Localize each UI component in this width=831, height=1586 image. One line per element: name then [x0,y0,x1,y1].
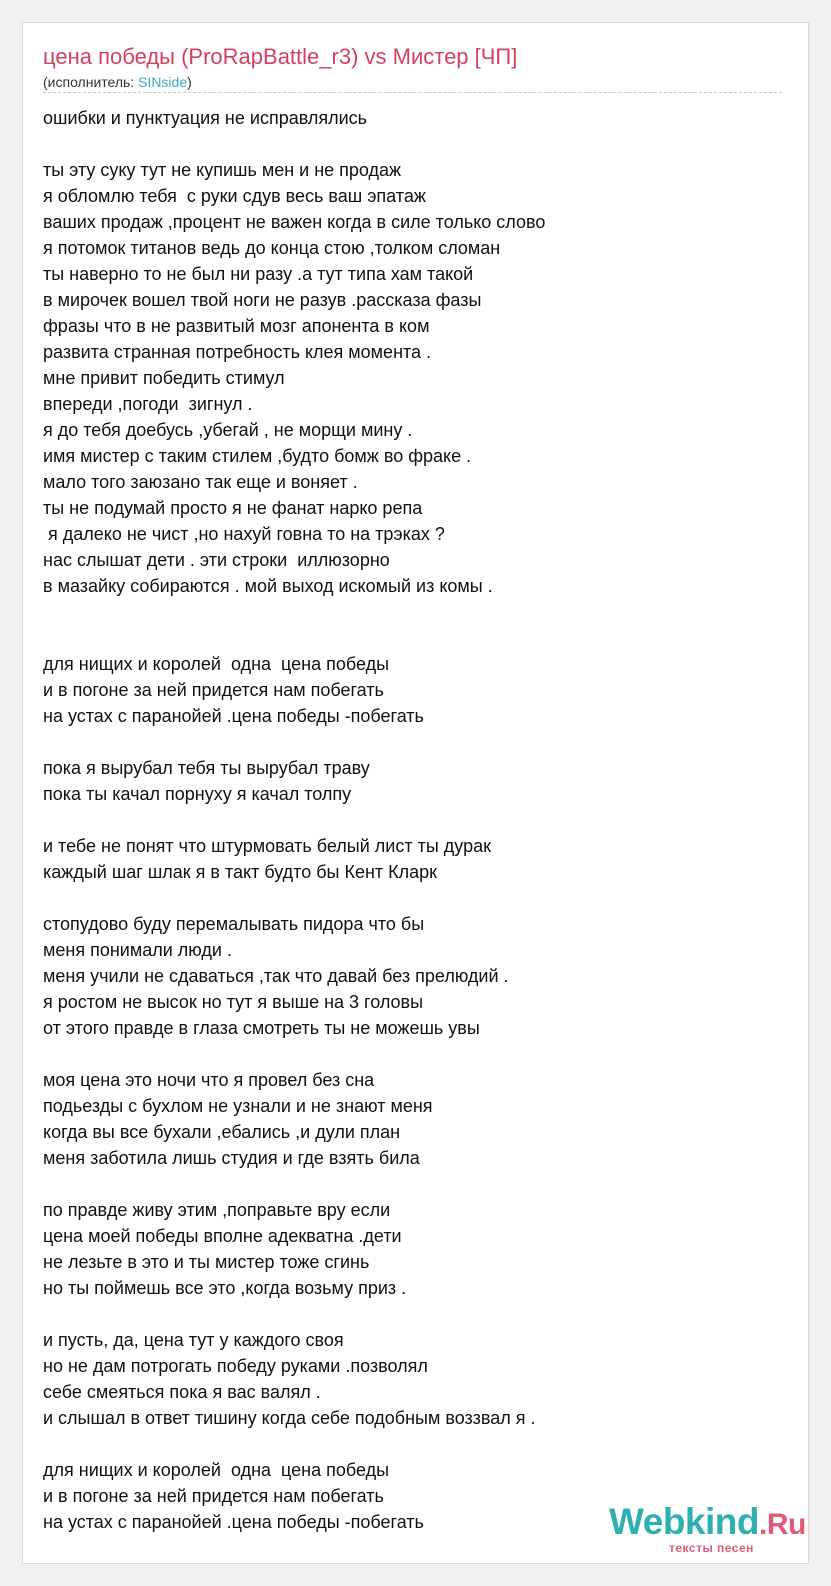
lyric-line: меня понимали люди . [43,940,232,960]
artist-suffix: ) [187,74,192,90]
lyric-line: я потомок титанов ведь до конца стою ,толком сломан [43,238,501,258]
lyric-line: подьезды с бухлом не узнали и не знают меня [43,1096,433,1116]
lyric-line [43,1041,783,1067]
lyric-line: но ты поймешь все это ,когда возьму приз . [43,1278,407,1298]
artist-link[interactable]: SINside [138,74,188,90]
lyric-line: и тебе не понят что штурмовать белый лист ты дурак [43,836,491,856]
artist-line [43,74,192,90]
lyric-line: фразы что в не развитый мозг апонента в ком [43,316,430,336]
lyric-line: не лезьте в это и ты мистер тоже сгинь [43,1252,370,1272]
artist-prefix: (исполнитель: [43,74,139,90]
lyric-line: но не дам потрогать победу руками .позволял [43,1356,428,1376]
lyric-line: меня заботила лишь студия и где взять била [43,1148,420,1168]
lyric-line: стопудово буду перемалывать пидора что бы [43,914,425,934]
lyric-line: ты эту суку тут не купишь мен и не продаж [43,160,402,180]
logo-main-text: Webkind [609,1501,759,1542]
title-divider [43,92,782,93]
lyric-line: и в погоне за ней придется нам побегать [43,680,384,700]
lyric-line: впереди ,погоди зигнул . [43,394,253,414]
page-title: цена победы (ProRapBattle_r3) vs Мистер [ЧП] [43,44,518,69]
lyric-line [43,1431,783,1457]
lyric-line [43,885,783,911]
lyric-line: ошибки и пунктуация не исправлялись [43,108,368,128]
lyric-line: на устах с паранойей .цена победы -побегать [43,1512,424,1532]
lyric-line: по правде живу этим ,поправьте вру если [43,1200,391,1220]
lyric-line [43,131,783,157]
lyric-line: я ростом не высок но тут я выше на 3 головы [43,992,424,1012]
lyric-line: цена моей победы вполне адекватна .дети [43,1226,402,1246]
logo-wordmark [609,1501,806,1543]
lyric-line: когда вы все бухали ,ебались ,и дули план [43,1122,401,1142]
lyric-line: на устах с паранойей .цена победы -побегать [43,706,424,726]
lyric-line: ты наверно то не был ни разу .а тут типа хам такой [43,264,474,284]
lyrics-text [43,105,783,1535]
lyric-line: в мирочек вошел твой ноги не разув .рассказа фазы [43,290,482,310]
lyrics-card [22,22,809,1564]
lyric-line: я далеко не чист ,но нахуй говна то на трэках ? [43,524,445,544]
logo-tagline: тексты песен [669,1541,754,1555]
lyric-line: ты не подумай просто я не фанат нарко репа [43,498,423,518]
lyric-line: в мазайку собираются . мой выход искомый из комы . [43,576,493,596]
lyric-line: имя мистер с таким стилем ,будто бомж во фраке . [43,446,472,466]
lyric-line: пока ты качал порнуху я качал толпу [43,784,352,804]
lyric-line: пока я вырубал тебя ты вырубал траву [43,758,370,778]
lyric-line: мне привит победить стимул [43,368,285,388]
lyric-line [43,1171,783,1197]
lyric-line [43,807,783,833]
lyric-line: для нищих и королей одна цена победы [43,654,390,674]
lyric-line: мало того заюзано так еще и воняет . [43,472,358,492]
lyric-line: и в погоне за ней придется нам побегать [43,1486,384,1506]
lyric-line: себе смеяться пока я вас валял . [43,1382,321,1402]
lyric-line: от этого правде в глаза смотреть ты не можешь увы [43,1018,480,1038]
lyric-line: для нищих и королей одна цена победы [43,1460,390,1480]
webkind-logo[interactable] [609,1501,809,1563]
lyric-line [43,625,783,651]
lyric-line: и слышал в ответ тишину когда себе подобным воззвал я . [43,1408,536,1428]
lyric-line: ваших продаж ,процент не важен когда в силе только слово [43,212,546,232]
lyric-line [43,729,783,755]
lyric-line [43,599,783,625]
lyric-line: каждый шаг шлак я в такт будто бы Кент Кларк [43,862,438,882]
lyric-line: я до тебя доебусь ,убегай , не морщи мину . [43,420,413,440]
lyric-line: нас слышат дети . эти строки иллюзорно [43,550,390,570]
logo-domain: .Ru [759,1508,806,1541]
lyric-line: меня учили не сдаваться ,так что давай без прелюдий . [43,966,509,986]
lyric-line: я обломлю тебя с руки сдув весь ваш эпатаж [43,186,426,206]
lyric-line: моя цена это ночи что я провел без сна [43,1070,375,1090]
lyric-line: развита странная потребность клея момента . [43,342,432,362]
lyric-line: и пусть, да, цена тут у каждого своя [43,1330,344,1350]
lyric-line [43,1301,783,1327]
